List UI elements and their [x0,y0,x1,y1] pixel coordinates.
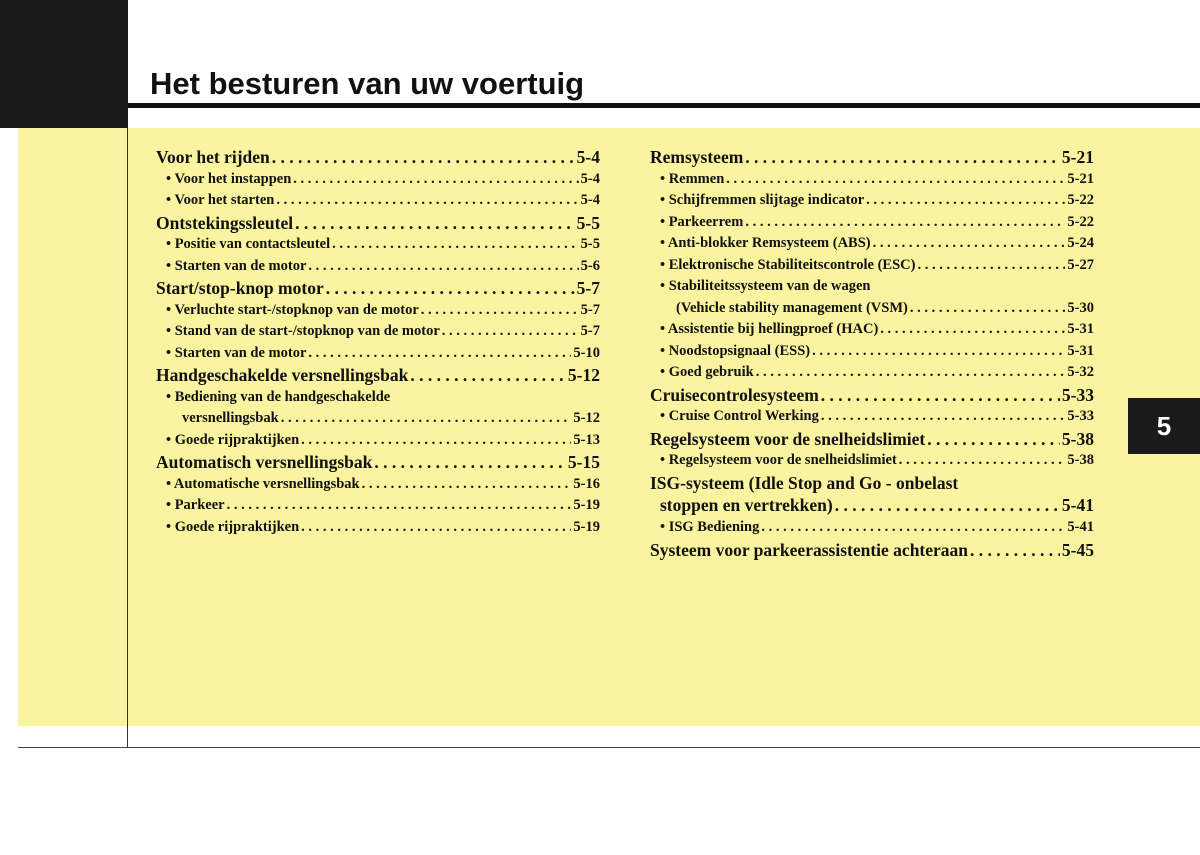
toc-subentry[interactable]: • Remmen . . . 5-21 [650,169,1094,191]
toc-subentry[interactable]: • Starten van de motor . . . 5-10 [156,343,600,365]
toc-entry[interactable]: Start/stop-knop motor . . . 5-7 [156,277,600,300]
toc-subentry[interactable]: • Positie van contactsleutel . . . 5-5 [156,234,600,256]
toc-subentry[interactable]: • Stand van de start-/stopknop van de motor . . . 5-7 [156,321,600,343]
toc-subentry[interactable]: • Noodstopsignaal (ESS) . . . 5-31 [650,341,1094,363]
toc-subentry[interactable]: • Goede rijpraktijken . . . 5-13 [156,430,600,452]
toc-subentry[interactable]: • Goed gebruik . . . 5-32 [650,362,1094,384]
toc-subentry[interactable]: • Regelsysteem voor de snelheidslimiet . . . 5-38 [650,450,1094,472]
toc-subentry[interactable]: • ISG Bediening . . . 5-41 [650,517,1094,539]
toc-subentry[interactable]: • Anti-blokker Remsysteem (ABS) . . . 5-24 [650,233,1094,255]
toc-entry[interactable]: Voor het rijden . . . 5-4 [156,146,600,169]
toc-subentry[interactable]: • Automatische versnellingsbak . . . 5-16 [156,474,600,496]
corner-block [0,0,128,128]
toc-subentry[interactable]: • Bediening van de handgeschakelde [166,388,391,405]
toc-entry[interactable]: Handgeschakelde versnellingsbak . . . 5-12 [156,364,600,387]
toc-entry-continued[interactable]: stoppen en vertrekken) . . . 5-41 [650,494,1094,517]
toc-subentry[interactable]: • Cruise Control Werking . . . 5-33 [650,406,1094,428]
toc-subentry[interactable]: • Voor het instappen . . . 5-4 [156,169,600,191]
toc-entry[interactable]: Regelsysteem voor de snelheidslimiet . . . 5-38 [650,428,1094,451]
toc-subentry[interactable]: • Verluchte start-/stopknop van de motor . . . 5-7 [156,300,600,322]
toc-right-column [650,146,1094,561]
toc-entry[interactable]: Cruisecontrolesysteem . . . 5-33 [650,384,1094,407]
toc-left-column [156,146,600,538]
footer-rule [18,747,1200,748]
margin-line [127,128,128,748]
toc-subentry[interactable]: • Voor het starten . . . 5-4 [156,190,600,212]
chapter-tab[interactable]: 5 [1128,398,1200,454]
page-title: Het besturen van uw voertuig [150,66,585,101]
toc-subentry[interactable]: • Goede rijpraktijken . . . 5-19 [156,517,600,539]
toc-subentry-continued[interactable]: versnellingsbak . . . 5-12 [156,408,600,430]
toc-entry[interactable]: Systeem voor parkeerassistentie achteraan . . . 5-45 [650,539,1094,562]
toc-subentry[interactable]: • Parkeer . . . 5-19 [156,495,600,517]
toc-entry[interactable]: Ontstekingssleutel . . . 5-5 [156,212,600,235]
toc-subentry[interactable]: • Stabiliteitssysteem van de wagen [660,278,871,294]
toc-subentry[interactable]: • Schijfremmen slijtage indicator . . . 5-22 [650,190,1094,212]
toc-entry[interactable]: ISG-systeem (Idle Stop and Go - onbelast [650,472,959,493]
toc-entry[interactable]: Remsysteem . . . 5-21 [650,146,1094,169]
toc-subentry-continued[interactable]: (Vehicle stability management (VSM) . . . 5-30 [650,298,1094,320]
toc-subentry[interactable]: • Assistentie bij hellingproef (HAC) . . . 5-31 [650,319,1094,341]
toc-subentry[interactable]: • Elektronische Stabiliteitscontrole (ESC) . . . 5-27 [650,255,1094,277]
toc-entry[interactable]: Automatisch versnellingsbak . . . 5-15 [156,451,600,474]
toc-subentry[interactable]: • Parkeerrem . . . 5-22 [650,212,1094,234]
toc-subentry[interactable]: • Starten van de motor . . . 5-6 [156,256,600,278]
